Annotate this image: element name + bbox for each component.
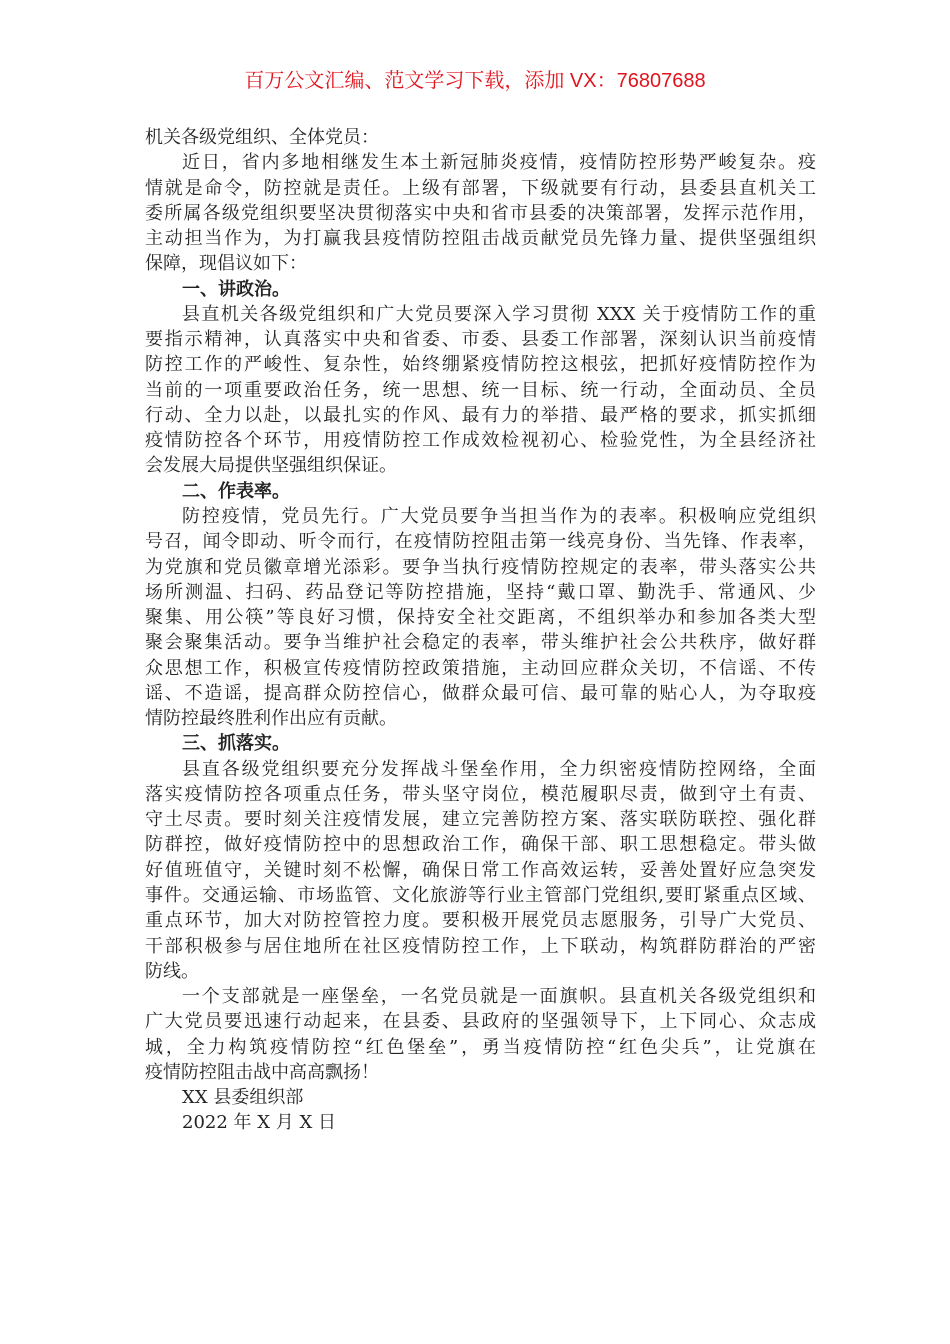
- text-line: 防控疫情，党员先行。广大党员要争当担当作为的表率。积极响应党组织: [182, 505, 816, 527]
- text-line: 落实疫情防控各项重点任务，带头坚守岗位，模范履职尽责，做到守土有责、: [145, 783, 816, 805]
- text-line: 委所属各级党组织要坚决贯彻落实中央和省市县委的决策部署，发挥示范作用，: [145, 202, 816, 224]
- text-line: 县直机关各级党组织和广大党员要深入学习贯彻 XXX 关于疫情防工作的重: [182, 303, 816, 325]
- text-line: 要指示精神，认真落实中央和省委、市委、县委工作部署，深刻认识当前疫情: [145, 329, 816, 351]
- text-line: 号召，闻令即动、听令而行，在疫情防控阻击第一线亮身份、当先锋、作表率，: [145, 531, 816, 553]
- paragraph: [145, 150, 816, 276]
- signature-line: [145, 1085, 816, 1110]
- text-line: 县直各级党组织要充分发挥战斗堡垒作用，全力织密疫情防控网络，全面: [182, 758, 816, 780]
- text-line: 好值班值守，关键时刻不松懈，确保日常工作高效运转，妥善处置好应急突发: [145, 859, 816, 881]
- text-line: 行动、全力以赴，以最扎实的作风、最有力的举措、最严格的要求，抓实抓细: [145, 404, 816, 426]
- section-heading: [145, 277, 816, 302]
- salutation: [145, 125, 816, 150]
- text-line: 二、作表率。: [182, 480, 290, 502]
- paragraph: [145, 302, 816, 479]
- paragraph: [145, 504, 816, 731]
- text-line: 防群控，做好疫情防控中的思想政治工作，确保干部、职工思想稳定。带头做: [145, 834, 816, 856]
- text-line: 重点环节，加大对防控管控力度。要积极开展党员志愿服务，引导广大党员、: [145, 910, 816, 932]
- text-line: 聚会聚集活动。要争当维护社会稳定的表率，带头维护社会公共秩序，做好群: [145, 632, 816, 654]
- text-line: 聚集、用公筷”等良好习惯，保持安全社交距离，不组织举办和参加各类大型: [145, 607, 816, 629]
- text-line: 主动担当作为，为打赢我县疫情防控阻击战贡献党员先锋力量、提供坚强组织: [145, 228, 816, 250]
- signature-line: [145, 1110, 816, 1135]
- text-line: 三、抓落实。: [182, 733, 290, 755]
- text-line: 近日，省内多地相继发生本土新冠肺炎疫情，疫情防控形势严峻复杂。疫: [182, 152, 816, 174]
- text-line: 防线。: [145, 960, 199, 982]
- text-line: 情就是命令，防控就是责任。上级有部署，下级就要有行动，县委县直机关工: [145, 177, 816, 199]
- text-line: 防控工作的严峻性、复杂性，始终绷紧疫情防控这根弦，把抓好疫情防控作为: [145, 354, 816, 376]
- text-line: 疫情防控阻击战中高高飘扬！: [145, 1061, 379, 1083]
- text-line: 会发展大局提供坚强组织保证。: [145, 455, 397, 477]
- paragraph: [145, 757, 816, 984]
- text-line: 谣、不造谣，提高群众防控信心，做群众最可信、最可靠的贴心人，为夺取疫: [145, 682, 816, 704]
- text-line: 广大党员要迅速行动起来，在县委、县政府的坚强领导下，上下同心、众志成: [145, 1011, 816, 1033]
- text-line: 一个支部就是一座堡垒，一名党员就是一面旗帜。县直机关各级党组织和: [182, 986, 816, 1008]
- document-body: [145, 125, 816, 1136]
- text-line: 众思想工作，积极宣传疫情防控政策措施，主动回应群众关切，不信谣、不传: [145, 657, 816, 679]
- watermark-banner: 百万公文汇编、范文学习下载，添加 VX：76807688: [244, 70, 706, 92]
- text-line: 当前的一项重要政治任务，统一思想、统一目标、统一行动，全面动员、全员: [145, 379, 816, 401]
- text-line: 事件。交通运输、市场监管、文化旅游等行业主管部门党组织,要盯紧重点区域、: [145, 884, 816, 906]
- text-line: 干部积极参与居住地所在社区疫情防控工作，上下联动，构筑群防群治的严密: [145, 935, 816, 957]
- text-line: 情防控最终胜利作出应有贡献。: [145, 708, 397, 730]
- text-line: 场所测温、扫码、药品登记等防控措施，坚持“戴口罩、勤洗手、常通风、少: [145, 581, 816, 603]
- text-line: 城，全力构筑疫情防控“红色堡垒”，勇当疫情防控“红色尖兵”，让党旗在: [145, 1036, 816, 1058]
- text-line: 2022 年 X 月 X 日: [182, 1112, 337, 1134]
- text-line: 为党旗和党员徽章增光添彩。要争当执行疫情防控规定的表率，带头落实公共: [145, 556, 816, 578]
- text-line: XX 县委组织部: [182, 1087, 304, 1109]
- text-line: 守土尽责。要时刻关注疫情发展，建立完善防控方案、落实联防联控、强化群: [145, 809, 816, 831]
- section-heading: [145, 479, 816, 504]
- section-heading: [145, 731, 816, 756]
- text-line: 保障，现倡议如下：: [145, 253, 307, 275]
- text-line: 一、讲政治。: [182, 278, 290, 300]
- text-line: 机关各级党组织、全体党员：: [145, 127, 379, 148]
- paragraph: [145, 984, 816, 1085]
- text-line: 疫情防控各个环节，用疫情防控工作成效检视初心、检验党性，为全县经济社: [145, 430, 816, 452]
